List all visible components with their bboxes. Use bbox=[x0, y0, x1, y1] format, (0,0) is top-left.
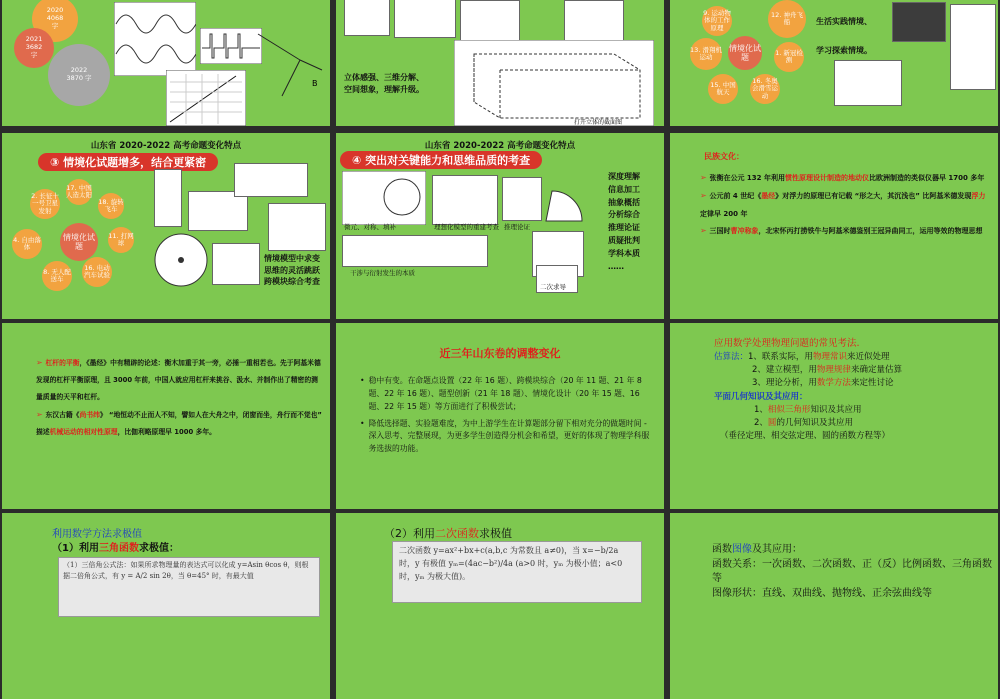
s9-e3-red: 数学方法 bbox=[816, 378, 851, 389]
s6-p3-post: ，北宋怀丙打捞铁牛与阿基米德鉴别王冠异曲同工，运用等效的物理思想 bbox=[758, 226, 983, 235]
s9-line-g2 bbox=[714, 417, 992, 430]
ability-8: …… bbox=[608, 261, 624, 271]
ability-3: 抽象概括 bbox=[608, 197, 640, 207]
item-circle-9-label: 9. 运动物体的工作原理 bbox=[703, 8, 731, 32]
slide-2-text bbox=[344, 72, 424, 95]
ring-2 bbox=[30, 189, 60, 219]
s9-g1-post: 知识及其应用 bbox=[810, 404, 862, 415]
bullet-dot-icon: • bbox=[360, 418, 365, 428]
s10-sub-pre: （1）利用 bbox=[52, 543, 99, 554]
s6-p2-pre: 公元前 4 世纪《 bbox=[709, 192, 762, 201]
s12-l1-pre: 函数 bbox=[712, 544, 732, 555]
slide-11[interactable] bbox=[336, 513, 664, 699]
s12-l1-post: 及其应用： bbox=[752, 544, 802, 555]
item-circle-13 bbox=[690, 38, 722, 70]
apparatus-image-2 bbox=[394, 0, 456, 38]
s9-g2-post: 的几何知识及其应用 bbox=[776, 417, 853, 428]
s11-title-red: 二次函数 bbox=[435, 527, 479, 540]
circuit-image bbox=[950, 4, 996, 90]
slide-3-text bbox=[816, 8, 872, 66]
ring-11-label: 11. 打网球 bbox=[108, 231, 134, 247]
slide-8[interactable] bbox=[336, 323, 664, 509]
ability-1: 深度理解 bbox=[608, 172, 640, 181]
ring-4 bbox=[12, 229, 42, 259]
s7-para-1 bbox=[36, 353, 324, 405]
bullet-flag-icon: ➢ bbox=[36, 409, 46, 419]
slide-8-title: 近三年山东卷的调整变化 bbox=[439, 347, 561, 360]
s9-g1-red: 相似三角形 bbox=[767, 404, 811, 415]
s12-line-2: 函数关系：一次函数、二次函数、正（反）比例函数、三角函数等 bbox=[712, 558, 992, 584]
s7-p1-post: ，《墨经》中有精辟的论述：衡木加重于其一旁，必捶一重相若也。先于阿基米德发现的杠杆平衡原理，且 3000 年前，中国人就应用杠杆来挑谷、汲水、并制作出了精密的测量质量的天平和杠杆。 bbox=[36, 359, 321, 401]
circuit-diagram-image bbox=[234, 163, 308, 197]
slide-9-title: 应用数学处理物理问题的常见考法. bbox=[714, 338, 860, 349]
s6-p1-post: 比欧洲制造的类似仪器早 1700 多年 bbox=[869, 174, 985, 182]
s11-title-post: 求极值 bbox=[479, 527, 512, 540]
s4-right-2: 思维的灵活跳跃 bbox=[264, 265, 320, 275]
s8-b2-text: 降低选择题、实验题难度，为中上游学生在计算题部分留下相对充分的做题时间 - 深入思考、完整展现，为更多学生创造得分机会和希望，更好的体现了物理学科服务选拔的功能。 bbox=[368, 418, 650, 454]
slide-10-subtitle bbox=[52, 539, 179, 554]
s6-p1-red: 惯性原理设计制造的地动仪 bbox=[785, 174, 869, 182]
ability-6: 质疑批判 bbox=[608, 235, 640, 245]
slide-12-body bbox=[712, 543, 992, 601]
s9-g1-pre: 1、 bbox=[754, 404, 768, 415]
ring-17 bbox=[66, 179, 92, 205]
slide-4[interactable] bbox=[2, 133, 330, 319]
s7-p2-mid: 》 “地恒动不止而人不知，譬如人在大舟之中，闭窗而坐，舟行而不觉也” 描述 bbox=[36, 410, 322, 436]
slide-3[interactable] bbox=[670, 0, 998, 126]
s12-line-1 bbox=[712, 543, 992, 558]
s9-e3-post: 来定性讨论 bbox=[850, 378, 894, 389]
caption-4: 干涉与衍射发生的本质 bbox=[350, 269, 415, 277]
s6-p3-red: 曹冲称象 bbox=[730, 226, 759, 235]
3d-box-diagram bbox=[454, 40, 654, 126]
slide-2-line-2: 空间想象，理解升级。 bbox=[344, 84, 424, 94]
s9-line-3 bbox=[714, 377, 992, 390]
bullet-flag-icon: ➢ bbox=[36, 358, 46, 367]
s9-e1-pre: 1、联系实际，用 bbox=[748, 352, 813, 362]
ability-7: 学科本质 bbox=[608, 248, 640, 258]
ring-18-label: 18. 旋转飞车 bbox=[98, 197, 124, 213]
s11-title-pre: （2）利用 bbox=[384, 527, 435, 540]
slide-9[interactable] bbox=[670, 323, 998, 509]
s7-para-2 bbox=[36, 405, 324, 441]
s10-title-red: 数学方法 bbox=[72, 529, 112, 540]
ring-17-label: 17. 中国人造太阳 bbox=[66, 183, 92, 199]
caption-2: 理想化模型的重建考查 bbox=[434, 223, 499, 231]
rocket-launch-image bbox=[154, 169, 182, 227]
curve-image bbox=[834, 60, 902, 106]
s9-e2-post: 来确定量估算 bbox=[850, 365, 902, 376]
ability-2: 信息加工 bbox=[608, 184, 640, 194]
s8-bullet-2 bbox=[360, 418, 650, 457]
field-diagram-image bbox=[252, 30, 326, 100]
ring-8 bbox=[42, 261, 72, 291]
s6-p2-red: 墨经 bbox=[761, 192, 776, 201]
slide-10-title bbox=[52, 525, 142, 540]
transformer-image bbox=[432, 175, 498, 225]
slide-7[interactable] bbox=[2, 323, 330, 509]
ability-4: 分析综合 bbox=[608, 210, 640, 220]
s10-sub-post: 求极值： bbox=[138, 543, 179, 554]
caption-3: 推理论证 bbox=[504, 223, 530, 231]
slide-1[interactable] bbox=[2, 0, 330, 126]
trig-formula-image: （1）三倍角公式法：如果所求物理量的表达式可以化成 y=Asin θcos θ，则根据二倍角公式，有 y = A/2 sin 2θ，当 θ=45° 时，有最大值 bbox=[58, 557, 320, 617]
caption-5: 二次求导 bbox=[540, 283, 566, 291]
apparatus-image-3 bbox=[460, 0, 520, 42]
wave-graph-image bbox=[114, 2, 196, 76]
sphere-diagram bbox=[342, 171, 426, 225]
ring-18 bbox=[98, 193, 124, 219]
bullet-flag-icon: ➢ bbox=[700, 225, 710, 235]
s12-l1-blue: 图像 bbox=[732, 544, 752, 555]
s9-e2-red: 物理规律 bbox=[816, 365, 851, 376]
ring-8-label: 8. 无人配送车 bbox=[43, 267, 71, 283]
s10-sub-red: 三角函数 bbox=[98, 543, 139, 554]
svg-text:B: B bbox=[312, 79, 318, 88]
slide-4-right-text bbox=[264, 253, 320, 288]
slide-8-body bbox=[360, 375, 650, 456]
slide-6[interactable] bbox=[670, 133, 998, 319]
bullet-flag-icon: ➢ bbox=[700, 191, 710, 201]
fig-caption: 打开立体的截面图 bbox=[574, 119, 623, 126]
s7-p2-post: ，比伽利略原理早 1000 多年。 bbox=[117, 428, 216, 436]
item-circle-16-label: 16. 冬奥会滑雪运动 bbox=[752, 76, 778, 100]
s9-est-label: 估算法： bbox=[714, 352, 749, 362]
s9-line-g3: （垂径定理、相交弦定理、圆的函数方程等） bbox=[720, 431, 891, 442]
s6-p2-post: 定律早 200 年 bbox=[700, 209, 748, 218]
s4-right-3: 跨模块综合考查 bbox=[264, 277, 320, 287]
slide-5-pill: ④ 突出对关键能力和思维品质的考查 bbox=[340, 151, 542, 169]
gear-2022 bbox=[48, 44, 110, 106]
ring-16 bbox=[82, 257, 112, 287]
orbit-diagram bbox=[150, 229, 212, 291]
s7-p2-red2: 机械运动的相对性原理 bbox=[49, 428, 118, 436]
item-circle-12-label: 12. 神舟飞船 bbox=[771, 10, 803, 26]
tennis-image bbox=[268, 203, 326, 251]
slide-2[interactable] bbox=[336, 0, 664, 126]
s9-g2-pre: 2、 bbox=[754, 417, 768, 428]
car-track-image bbox=[212, 243, 260, 285]
s12-line-3: 图像形状：直线、双曲线、抛物线、正余弦曲线等 bbox=[712, 587, 932, 599]
slide-3-line-2: 学习探索情境。 bbox=[816, 45, 872, 55]
s7-p1-pre: 杠杆的平衡 bbox=[45, 359, 80, 367]
s9-e1-red: 物理常识 bbox=[812, 352, 847, 362]
s6-para-3 bbox=[700, 222, 990, 240]
ability-list bbox=[608, 171, 640, 273]
item-circle-15-label: 15. 中国航天 bbox=[710, 80, 736, 96]
slide-2-line-1: 立体感强、三维分解、 bbox=[344, 73, 424, 82]
s9-g2-red: 圆 bbox=[767, 417, 777, 428]
ring-16-label: 16. 电动汽车试验 bbox=[84, 263, 110, 279]
item-circle-12 bbox=[768, 0, 806, 38]
bullet-dot-icon: • bbox=[360, 376, 365, 385]
s9-e3-pre: 3、理论分析，用 bbox=[752, 378, 817, 389]
s6-p1-pre: 张衡在公元 132 年利用 bbox=[709, 174, 785, 182]
s9-e2-pre: 2、建立模型，用 bbox=[752, 365, 817, 376]
center-circle-label: 情境化试题 bbox=[729, 43, 761, 62]
ring-center-label: 情境化试题 bbox=[63, 232, 95, 251]
item-circle-13-label: 13. 滑翔机运动 bbox=[690, 45, 722, 61]
ring-4-label: 4. 自由落体 bbox=[13, 235, 41, 251]
gear-2020-label: 2020 4068 字 bbox=[46, 6, 64, 30]
s6-para-2 bbox=[700, 187, 990, 221]
block-slope-image bbox=[188, 191, 248, 231]
item-circle-9 bbox=[702, 6, 732, 36]
s6-p2-red2: 浮力 bbox=[971, 192, 986, 201]
apparatus-image-1 bbox=[344, 0, 390, 36]
slide-7-body bbox=[36, 353, 324, 440]
caption-1: 微元、对称、填补 bbox=[344, 223, 396, 231]
field-lines-image bbox=[502, 177, 542, 221]
ring-center bbox=[60, 223, 98, 261]
linear-graph-image bbox=[166, 70, 246, 126]
s6-p2-mid: 》对浮力的原理已有记载 “形之大，其沉浅也” 比阿基米德发现 bbox=[775, 192, 972, 201]
slide-12[interactable] bbox=[670, 513, 998, 699]
gear-2021 bbox=[14, 28, 54, 68]
slide-4-pill: ③ 情境化试题增多，结合更紧密 bbox=[38, 153, 218, 171]
slide-5-heading: 山东省 2020-2022 高考命题变化特点 bbox=[424, 141, 576, 151]
interference-image bbox=[342, 235, 488, 267]
slide-5[interactable] bbox=[336, 133, 664, 319]
slide-11-title bbox=[384, 525, 512, 541]
ability-5: 推理论证 bbox=[608, 223, 640, 233]
slide-9-body bbox=[714, 351, 992, 443]
ring-2-label: 2. 长征十一号卫星发射 bbox=[31, 191, 59, 215]
s7-p2-pre: 东汉古籍《 bbox=[45, 410, 80, 419]
gear-2022-label: 2022 3870 字 bbox=[66, 66, 92, 82]
quarter-circle-diagram bbox=[542, 169, 602, 225]
bullet-flag-icon: ➢ bbox=[700, 173, 710, 182]
slide-6-title: 民族文化： bbox=[704, 152, 744, 161]
s9-line-1 bbox=[714, 351, 992, 364]
s6-p3-pre: 三国时 bbox=[709, 226, 731, 235]
s6-para-1 bbox=[700, 169, 990, 187]
item-circle-1-label: 1. 新冠检测 bbox=[775, 48, 803, 64]
s10-title-pre: 利用 bbox=[52, 529, 72, 540]
item-circle-15 bbox=[708, 74, 738, 104]
s7-p2-red: 尚书纬 bbox=[79, 410, 100, 419]
s8-bullet-1 bbox=[360, 375, 650, 414]
ring-11 bbox=[108, 227, 134, 253]
s10-title-post: 求极值 bbox=[112, 529, 142, 540]
s4-right-1: 情境模型中求变 bbox=[264, 254, 320, 263]
lunar-lander-photo bbox=[892, 2, 946, 42]
item-circle-16 bbox=[750, 74, 780, 104]
s9-plane-label: 平面几何知识及其应用： bbox=[714, 391, 808, 402]
s9-e1-post: 来近似处理 bbox=[846, 352, 890, 362]
gear-2021-label: 2021 3682 字 bbox=[25, 35, 43, 59]
slide-6-body bbox=[700, 169, 990, 240]
quadratic-formula-image: 二次函数 y=ax²+bx+c(a,b,c 为常数且 a≠0)，当 x=−b/2a 时，y 有极值 yₘ=(4ac−b²)/4a (a>0 时，yₘ 为极小值；a<0 时，yₘ 为极大值)。 bbox=[392, 541, 642, 603]
item-circle-1 bbox=[774, 42, 804, 72]
slide-10[interactable] bbox=[2, 513, 330, 699]
s9-line-2 bbox=[714, 364, 992, 377]
slide-3-line-1: 生活实践情境、 bbox=[816, 17, 872, 26]
slide-4-heading: 山东省 2020-2022 高考命题变化特点 bbox=[90, 141, 242, 151]
s8-b1-text: 稳中有变。在命题点设置（22 年 16 题）、跨模块综合（20 年 11 题、21 年 8 题、22 年 16 题）、题型创新（21 年 18 题）、情境化设计（20 年 15 题、16 题、22 年 15 题）等方面进行了积极尝试； bbox=[368, 376, 642, 411]
s9-line-g1 bbox=[714, 404, 992, 417]
center-circle bbox=[728, 36, 762, 70]
